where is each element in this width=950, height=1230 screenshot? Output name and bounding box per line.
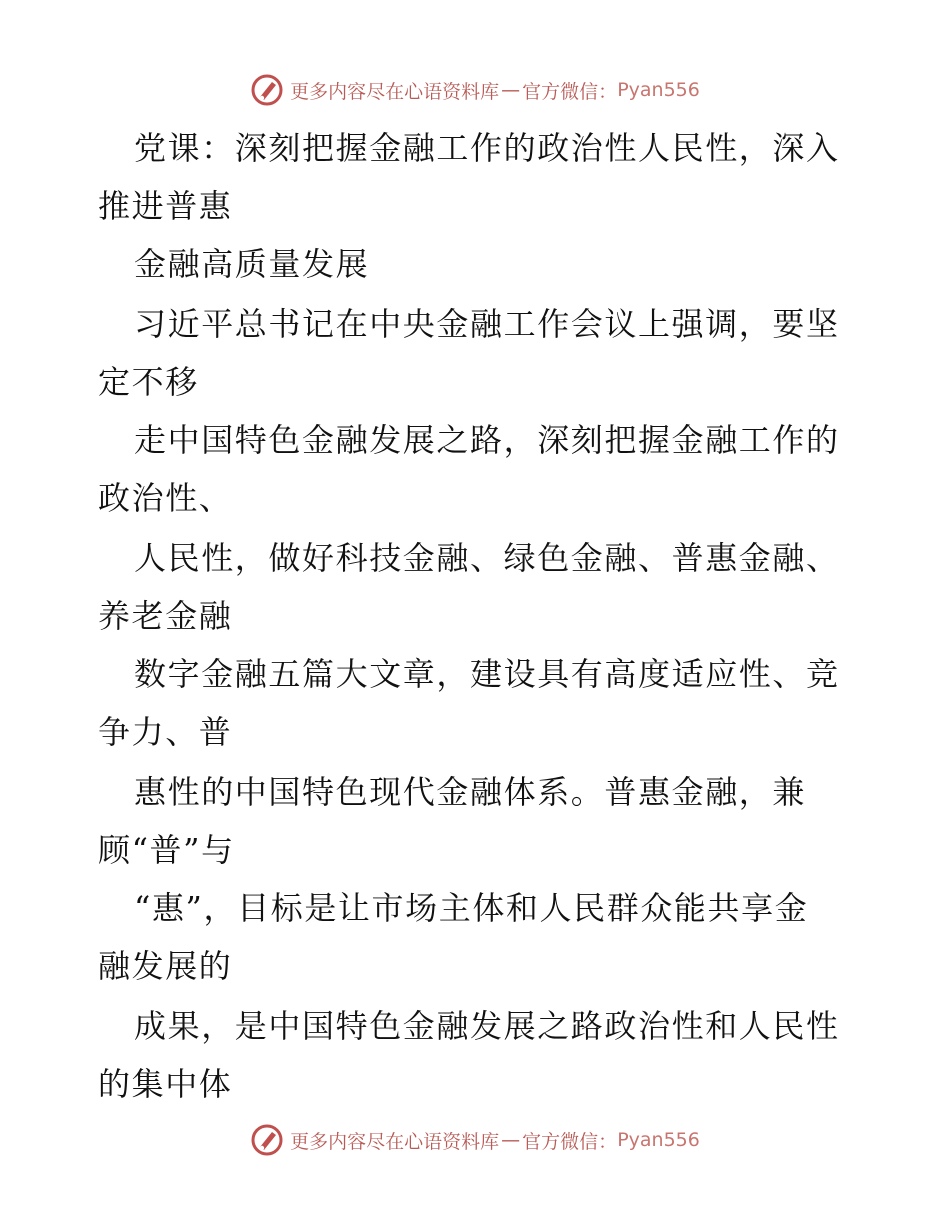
paragraph-line: 走中国特色金融发展之路，深刻把握金融工作的: [134, 421, 840, 459]
pen-nib-circle-icon: [250, 73, 284, 107]
paragraph-line: 顾“普”与: [98, 831, 235, 869]
wechat-label: 官方微信：: [522, 80, 618, 103]
paragraph-line: 数字金融五篇大文章，建设具有高度适应性、竞: [134, 655, 840, 693]
banner-dash: —: [501, 79, 521, 101]
header-watermark-banner: [0, 70, 950, 110]
document-title-line-3: 金融高质量发展: [134, 245, 370, 283]
paragraph-line: 争力、普: [98, 713, 233, 751]
paragraph-line: 的集中体: [98, 1065, 233, 1103]
wechat-id: Pyan556: [617, 79, 700, 101]
banner-dash: —: [501, 1129, 521, 1151]
paragraph-line: 养老金融: [98, 597, 233, 635]
site-name-text: 更多内容尽在心语资料库: [290, 80, 500, 103]
paragraph-line: 惠性的中国特色现代金融体系。普惠金融，兼: [134, 773, 807, 811]
paragraph-line: 融发展的: [98, 947, 233, 985]
document-title-line-1: 党课：深刻把握金融工作的政治性人民性，深入: [134, 129, 840, 167]
footer-watermark-banner: [0, 1120, 950, 1160]
pen-nib-circle-icon: [250, 1123, 284, 1157]
paragraph-line: 人民性，做好科技金融、绿色金融、普惠金融、: [134, 539, 840, 577]
paragraph-line: 定不移: [98, 363, 199, 401]
document-title-line-2: 推进普惠: [98, 187, 233, 225]
paragraph-line: 习近平总书记在中央金融工作会议上强调，要坚: [134, 305, 840, 343]
paragraph-line: “惠”，目标是让市场主体和人民群众能共享金: [134, 889, 809, 927]
wechat-id: Pyan556: [617, 1129, 700, 1151]
paragraph-line: 成果，是中国特色金融发展之路政治性和人民性: [134, 1007, 840, 1045]
wechat-label: 官方微信：: [522, 1130, 618, 1153]
site-name-text: 更多内容尽在心语资料库: [290, 1130, 500, 1153]
paragraph-line: 政治性、: [98, 479, 233, 517]
